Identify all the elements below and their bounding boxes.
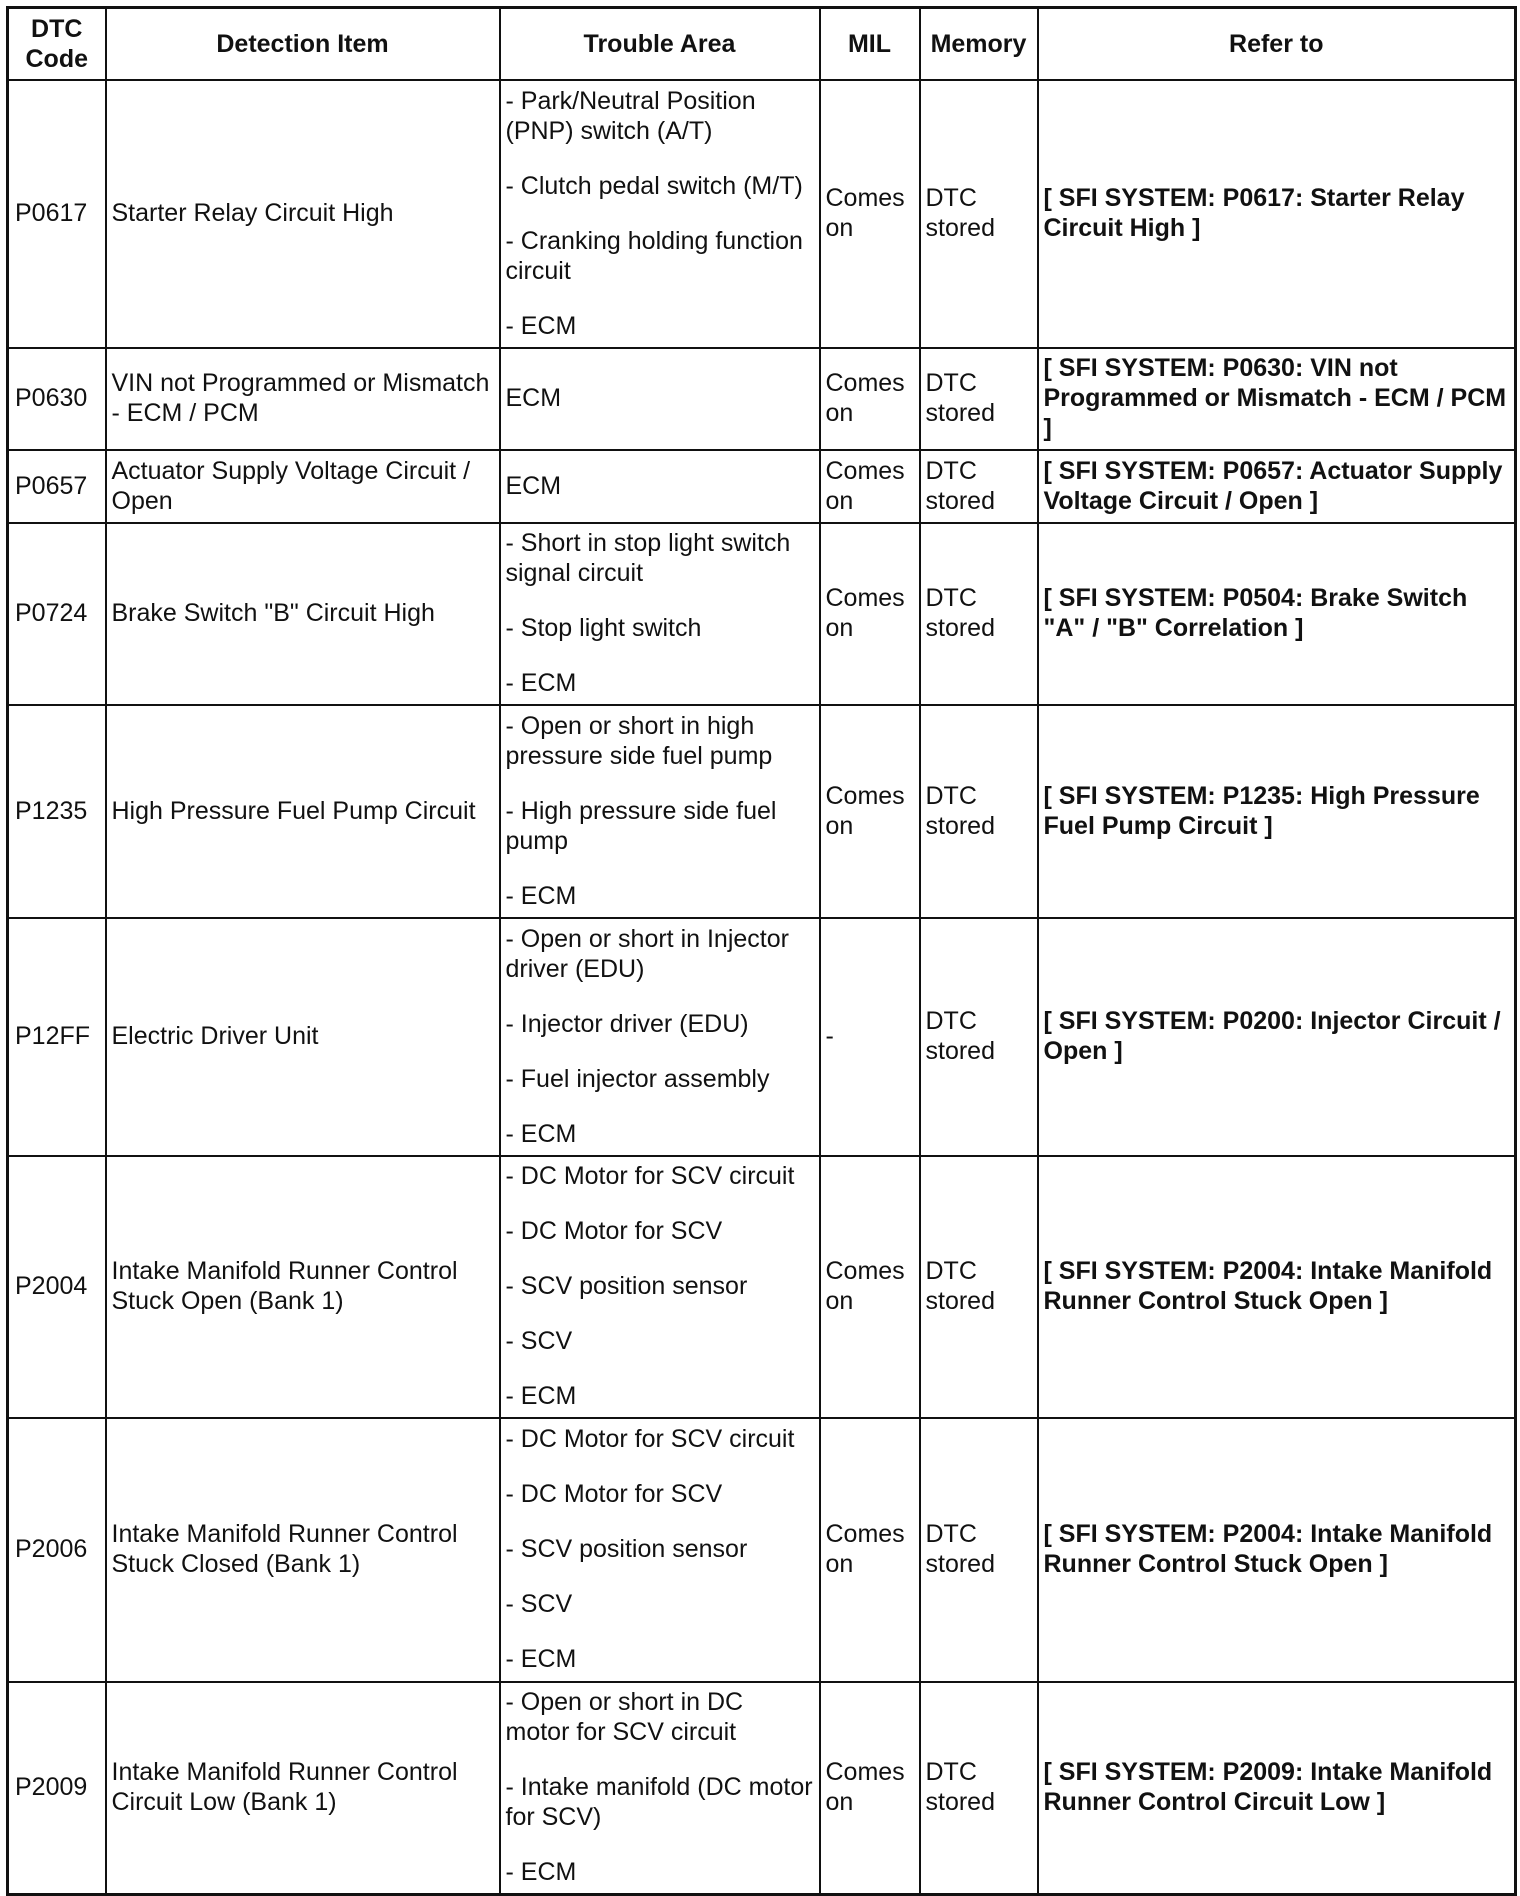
- dtc-code-cell: P0617: [8, 80, 106, 348]
- trouble-area-cell: [500, 80, 820, 348]
- header-mil: MIL: [820, 8, 920, 80]
- trouble-area-item: ECM: [505, 471, 562, 500]
- detection-item-cell: Brake Switch "B" Circuit High: [106, 523, 500, 705]
- table-row: [8, 918, 1516, 1156]
- trouble-area-item: - High pressure side fuel pump: [505, 796, 777, 855]
- table-row: [8, 450, 1516, 523]
- mil-cell: -: [820, 918, 920, 1156]
- memory-cell: DTC stored: [920, 1156, 1038, 1418]
- trouble-area-cell: [500, 918, 820, 1156]
- trouble-area-item: ECM: [505, 384, 562, 412]
- mil-cell: Comes on: [820, 705, 920, 918]
- trouble-area-item: - DC Motor for SCV: [505, 1217, 723, 1245]
- header-dtc-code: DTC Code: [8, 8, 106, 80]
- trouble-area-cell: [500, 523, 820, 705]
- dtc-code-cell: P0657: [8, 450, 106, 523]
- dtc-code-cell: P12FF: [8, 918, 106, 1156]
- header-trouble-area: Trouble Area: [500, 8, 820, 80]
- memory-cell: DTC stored: [920, 918, 1038, 1156]
- trouble-area-item: - Park/Neutral Position (PNP) switch (A/T): [505, 86, 756, 145]
- trouble-area-cell: [500, 348, 820, 450]
- detection-item-cell: High Pressure Fuel Pump Circuit: [106, 705, 500, 918]
- table-row: [8, 348, 1516, 450]
- dtc-table: [6, 6, 1517, 1896]
- trouble-area-item: - Short in stop light switch signal circuit: [505, 529, 791, 587]
- detection-item-cell: Intake Manifold Runner Control Stuck Closed (Bank 1): [106, 1418, 500, 1682]
- mil-cell: Comes on: [820, 1418, 920, 1682]
- memory-cell: DTC stored: [920, 523, 1038, 705]
- trouble-area-item: - Open or short in DC motor for SCV circuit: [505, 1688, 744, 1747]
- mil-cell: Comes on: [820, 450, 920, 523]
- memory-cell: DTC stored: [920, 1682, 1038, 1895]
- dtc-code-cell: P2004: [8, 1156, 106, 1418]
- trouble-area-item: - ECM: [505, 669, 577, 697]
- trouble-area-item: - SCV position sensor: [505, 1272, 748, 1300]
- memory-cell: DTC stored: [920, 348, 1038, 450]
- trouble-area-item: - Open or short in Injector driver (EDU): [505, 924, 789, 983]
- trouble-area-cell: [500, 1418, 820, 1682]
- trouble-area-item: - DC Motor for SCV circuit: [505, 1425, 795, 1453]
- trouble-area-item: - Open or short in high pressure side fuel pump: [505, 711, 773, 770]
- trouble-area-item: - Clutch pedal switch (M/T): [505, 171, 803, 200]
- trouble-area-item: - ECM: [505, 881, 577, 910]
- refer-to-link[interactable]: [ SFI SYSTEM: P0504: Brake Switch "A" / "B" Correlation ]: [1038, 523, 1516, 705]
- trouble-area-item: - ECM: [505, 1645, 577, 1673]
- header-memory: Memory: [920, 8, 1038, 80]
- trouble-area-cell: [500, 450, 820, 523]
- trouble-area-item: - Intake manifold (DC motor for SCV): [505, 1773, 813, 1832]
- refer-to-link[interactable]: [ SFI SYSTEM: P1235: High Pressure Fuel Pump Circuit ]: [1038, 705, 1516, 918]
- refer-to-link[interactable]: [ SFI SYSTEM: P0200: Injector Circuit / Open ]: [1038, 918, 1516, 1156]
- trouble-area-item: - Cranking holding function circuit: [505, 226, 803, 285]
- trouble-area-item: - DC Motor for SCV circuit: [505, 1162, 795, 1190]
- table-body: [8, 80, 1516, 1895]
- dtc-code-cell: P0724: [8, 523, 106, 705]
- detection-item-cell: Intake Manifold Runner Control Stuck Open (Bank 1): [106, 1156, 500, 1418]
- refer-to-link[interactable]: [ SFI SYSTEM: P2009: Intake Manifold Runner Control Circuit Low ]: [1038, 1682, 1516, 1895]
- trouble-area-item: - Stop light switch: [505, 614, 702, 642]
- header-row: [8, 8, 1516, 80]
- refer-to-link[interactable]: [ SFI SYSTEM: P2004: Intake Manifold Runner Control Stuck Open ]: [1038, 1418, 1516, 1682]
- mil-cell: Comes on: [820, 1156, 920, 1418]
- trouble-area-item: - Injector driver (EDU): [505, 1009, 749, 1038]
- table-row: [8, 705, 1516, 918]
- detection-item-cell: VIN not Programmed or Mismatch - ECM / PCM: [106, 348, 500, 450]
- trouble-area-item: - SCV position sensor: [505, 1535, 748, 1563]
- mil-cell: Comes on: [820, 1682, 920, 1895]
- detection-item-cell: Actuator Supply Voltage Circuit / Open: [106, 450, 500, 523]
- dtc-code-cell: P2006: [8, 1418, 106, 1682]
- trouble-area-item: - ECM: [505, 1119, 577, 1148]
- detection-item-cell: Starter Relay Circuit High: [106, 80, 500, 348]
- table-row: [8, 1682, 1516, 1895]
- table-row: [8, 1156, 1516, 1418]
- header-refer-to: Refer to: [1038, 8, 1516, 80]
- trouble-area-item: - SCV: [505, 1590, 573, 1618]
- trouble-area-item: - SCV: [505, 1327, 573, 1355]
- table-row: [8, 523, 1516, 705]
- dtc-code-cell: P1235: [8, 705, 106, 918]
- table-row: [8, 1418, 1516, 1682]
- mil-cell: Comes on: [820, 80, 920, 348]
- memory-cell: DTC stored: [920, 450, 1038, 523]
- trouble-area-cell: [500, 1156, 820, 1418]
- refer-to-link[interactable]: [ SFI SYSTEM: P0630: VIN not Programmed or Mismatch - ECM / PCM ]: [1038, 348, 1516, 450]
- dtc-code-cell: P2009: [8, 1682, 106, 1895]
- dtc-code-cell: P0630: [8, 348, 106, 450]
- detection-item-cell: Electric Driver Unit: [106, 918, 500, 1156]
- refer-to-link[interactable]: [ SFI SYSTEM: P0617: Starter Relay Circuit High ]: [1038, 80, 1516, 348]
- trouble-area-item: - ECM: [505, 1382, 577, 1410]
- refer-to-link[interactable]: [ SFI SYSTEM: P2004: Intake Manifold Runner Control Stuck Open ]: [1038, 1156, 1516, 1418]
- memory-cell: DTC stored: [920, 705, 1038, 918]
- header-detection-item: Detection Item: [106, 8, 500, 80]
- mil-cell: Comes on: [820, 523, 920, 705]
- memory-cell: DTC stored: [920, 1418, 1038, 1682]
- detection-item-cell: Intake Manifold Runner Control Circuit Low (Bank 1): [106, 1682, 500, 1895]
- trouble-area-item: - ECM: [505, 311, 577, 340]
- trouble-area-item: - ECM: [505, 1858, 577, 1887]
- trouble-area-item: - DC Motor for SCV: [505, 1480, 723, 1508]
- trouble-area-cell: [500, 1682, 820, 1895]
- memory-cell: DTC stored: [920, 80, 1038, 348]
- refer-to-link[interactable]: [ SFI SYSTEM: P0657: Actuator Supply Voltage Circuit / Open ]: [1038, 450, 1516, 523]
- trouble-area-cell: [500, 705, 820, 918]
- trouble-area-item: - Fuel injector assembly: [505, 1064, 770, 1093]
- table-row: [8, 80, 1516, 348]
- mil-cell: Comes on: [820, 348, 920, 450]
